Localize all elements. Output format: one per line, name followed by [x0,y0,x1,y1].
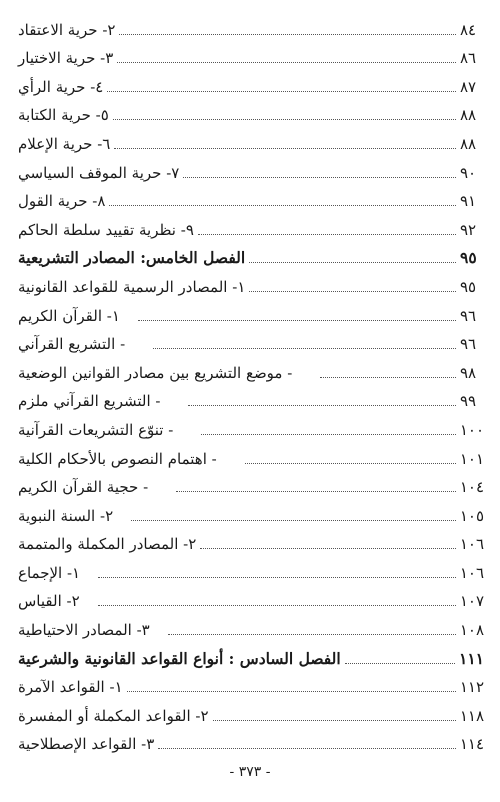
toc-entry-page: ١٠٥ [459,506,484,525]
dot-leader [245,463,456,464]
toc-entry-page: ١١٢ [459,678,484,697]
toc-entry-title: ٢- حرية الاعتقاد [18,20,116,39]
toc-entry-page: ١١٤ [459,735,484,754]
toc-entry-title: - اهتمام النصوص بالأحكام الكلية [18,449,217,468]
toc-entry [18,696,484,725]
dot-leader [131,520,456,521]
dot-leader [113,119,456,120]
toc-entry-title: - التشريع القرآني [18,335,126,354]
toc-entry-page: ١٠٧ [459,592,484,611]
toc-entry-page: ٩٥ [460,277,477,296]
toc-entry-title: ٢- السنة النبوية [18,506,114,525]
toc-entry-page: ٨٤ [460,20,477,39]
dot-leader [188,405,456,406]
toc-entry-title: ٣- القواعد الإصطلاحية [18,735,155,754]
dot-leader [158,748,456,749]
toc-entry-page: ١٠٨ [459,621,484,640]
toc-entry-page: ١٠٤ [459,478,484,497]
dot-leader [98,577,456,578]
toc-entry [18,124,484,153]
toc-entry-title: ١- القرآن الكريم [18,306,120,325]
toc-entry [18,725,484,754]
dot-leader [168,634,456,635]
toc-entry-page: ١١١ [459,648,484,668]
dot-leader [127,691,456,692]
toc-entry [18,39,484,68]
toc-entry-title: ٢- المصادر المكملة والمتممة [18,535,197,554]
toc-entry-page: ١٠٠ [459,420,484,439]
toc-entry-title: ٢- القياس [18,592,80,611]
dot-leader [153,348,456,349]
toc-chapter-heading [18,239,484,268]
toc-entry-page: ٩٦ [460,335,477,354]
dot-leader [114,148,456,149]
toc-entry [18,67,484,96]
toc-entry [18,610,484,639]
toc-entry-title: ٩- نظرية تقييد سلطة الحاكم [18,220,194,239]
toc-entry [18,525,484,554]
toc-entry [18,468,484,497]
toc-entry [18,210,484,239]
toc-entry-page: ٩٥ [460,248,477,268]
toc-entry-page: ٨٨ [460,134,477,153]
toc-entry [18,553,484,582]
dot-leader [200,548,456,549]
toc-entry [18,153,484,182]
toc-entry-title: ٣- المصادر الاحتياطية [18,621,150,640]
toc-entry-title: ١- القواعد الآمرة [18,678,123,697]
toc-entry [18,382,484,411]
toc-entry [18,10,484,39]
toc-entry-page: ٩١ [460,192,477,211]
toc-entry [18,439,484,468]
toc-entry-page: ١٠١ [459,449,484,468]
dot-leader [117,62,456,63]
toc-entry-title: ٧- حرية الموقف السياسي [18,163,180,182]
toc-entry-title: الفصل السادس : أنواع القواعد القانونية والشرعية [18,648,341,668]
toc-entry-title: ٦- حرية الإعلام [18,134,111,153]
dot-leader [119,34,456,35]
toc-entry [18,353,484,382]
toc-entry [18,96,484,125]
toc-entry-page: ٩٢ [460,220,477,239]
dot-leader [176,491,456,492]
toc-entry-title: ٤- حرية الرأي [18,77,104,96]
toc-entry-title: ٥- حرية الكتابة [18,106,109,125]
dot-leader [138,320,456,321]
toc-entry [18,410,484,439]
toc-entry-title: ٨- حرية القول [18,192,106,211]
toc-entry-page: ١١٨ [459,706,484,725]
toc-entry-page: ٩٦ [460,306,477,325]
toc-entry-page: ٩٨ [460,363,477,382]
toc-chapter-heading [18,639,484,668]
toc-entry-title: ١- المصادر الرسمية للقواعد القانونية [18,277,246,296]
toc-entry-page: ١٠٦ [459,535,484,554]
dot-leader [320,377,456,378]
toc-entry-title: ٣- حرية الاختيار [18,49,114,68]
toc-entry-title: - موضع التشريع بين مصادر القوانين الوضعية [18,363,293,382]
dot-leader [183,177,456,178]
toc-entry-title: ١- الإجماع [18,563,81,582]
toc-entry-title: - التشريع القرآني ملزم [18,392,161,411]
dot-leader [249,291,456,292]
toc-entry-page: ٩٩ [460,392,477,411]
toc-entry-page: ٨٨ [460,106,477,125]
toc-entry [18,582,484,611]
dot-leader [249,262,456,263]
toc-entry-page: ١٠٦ [459,563,484,582]
dot-leader [98,605,456,606]
toc-entry-page: ٨٧ [460,77,477,96]
toc-entry-page: ٨٦ [460,49,477,68]
toc-entry [18,496,484,525]
toc-entry [18,267,484,296]
page-number: - ٣٧٣ - [229,764,271,780]
dot-leader [213,720,456,721]
toc-entry [18,668,484,697]
toc-entry [18,325,484,354]
toc-entry-title: الفصل الخامس: المصادر التشريعية [18,248,246,268]
dot-leader [109,205,456,206]
dot-leader [345,663,455,664]
toc-entry-title: - حجية القرآن الكريم [18,478,149,497]
toc-entry [18,296,484,325]
dot-leader [107,91,456,92]
dot-leader [201,434,456,435]
toc-entry-page: ٩٠ [460,163,477,182]
table-of-contents [18,10,484,753]
toc-entry-title: ٢- القواعد المكملة أو المفسرة [18,706,209,725]
dot-leader [198,234,456,235]
toc-entry-title: - تنوّع التشريعات القرآنية [18,420,174,439]
toc-entry [18,182,484,211]
